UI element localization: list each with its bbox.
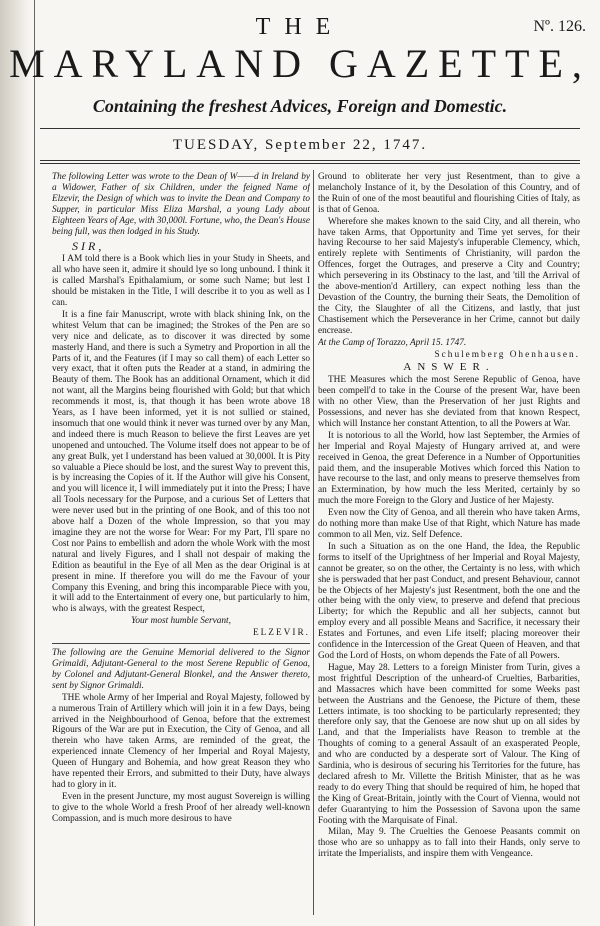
letter-closing: Your most humble Servant,: [131, 616, 231, 627]
answer-heading: ANSWER.: [403, 361, 495, 374]
answer-paragraph-4: In such a Situation as on the one Hand, the Idea, the Republic forms to itself of the Uprightness of her Imperial and Royal Majesty, cannot be greater, so on the other, the Certainty is no less, with which she is perswaded that her past Conduct, and present Behaviour, cannot be the Objects of her Majesty's just Resentment, both the one and the other being with the only view, to preserve and defend that precious Liberty; for which the Republic and all her subjects, cannot but employ every and all possible Means and Sacrifice, it necessary their Estates and Fortunes, and even Life itself; placing moreover their confidence in the Intercession of the Great Queen of Heaven, and that God the Lord of Hosts, on whom depends the Fate of all Powers.: [318, 541, 580, 661]
article-separator: [52, 643, 310, 644]
memorial-intro: The following are the Genuine Memorial delivered to the Signor Grimaldi, Adjutant-General to the most Serene Republic of Genoa, by Colonel and Adjutant-General Blonkel, and the Answer thereto, sent by Signor Grimaldi.: [52, 648, 310, 691]
letter-signature: ELZEVIR.: [252, 628, 310, 639]
hague-news: Hague, May 28. Letters to a foreign Minister from Turin, gives a most frightful Description of the unheard-of Cruelties, Barbarities, and Massacres which have been committed for some Weeks past between the Austrians and the Genoese, the Picture of them, these Letters intimate, is too shocking to be particularly represented; they therefore only say, that the Genoese are now shut up on all sides by Land, and that the Imperialists have Reason to tremble at the Thoughts of coming to a general Assault of an exasperated People, and who are conducted by a desperate sort of Valour. The King of Sardinia, who is desirous of securing his Territories for the future, has declared afresh to Mr. Villette the British Minister, that as he was ready to do every Thing that should be required of him, he hoped that the King of Great-Britain, jointly with the Court of Vienna, would not defer Guarantying to him the Possession of Savona upon the same Footing with the Marquisate of Final.: [318, 662, 580, 826]
answer-paragraph-1: THE Measures which the most Serene Republic of Genoa, have been compell'd to take in the Course of the present War, have been with no other View, than the Preservation of her just Rights and Possessions, and never has she deviated from that known Respect, which will Instance her constant Attention, to all the Powers at War.: [318, 375, 580, 429]
letter-salutation: SIR,: [72, 239, 105, 254]
column-divider: [313, 170, 314, 915]
camp-signature: Schulemberg Ohenhausen.: [434, 349, 580, 360]
right-column: [318, 172, 580, 920]
memorial-continued-1: Ground to obliterate her very just Resentment, than to give a melancholy Instance of it, by the Desolation of this Country, and of the Ruin of one of the most beautiful and flourishing Cities of Italy, as is that of Genoa.: [318, 172, 580, 215]
header-rule-double: [40, 163, 580, 164]
memorial-paragraph-2: Even in the present Juncture, my most august Sovereign is willing to give to the whole World a fresh Proof of her already well-known Compassion, and is much more desirous to have: [52, 791, 310, 824]
masthead-subtitle: Containing the freshest Advices, Foreign and Domestic.: [92, 96, 508, 116]
memorial-continued-2: Wherefore she makes known to the said City, and all therein, who have taken Arms, that Opportunity and Time yet serves, for their having Recourse to her said Majesty's infuperable Clemency, which, entirely replete with Sentiments of Christianity, will pardon the Offences, forget the Outrages, and preserve a City and Country; which persevering in its Obstinacy to the last, and 'till the Arrival of the above-mention'd Artillery, can expect nothing less than the Devastion of the Country, the burning their Seats, the Demolition of the City, the Slaughter of all the Citizens, and lastly, that just Chastisement which the Perseverance in her Crime, cannot but daily encrease.: [318, 216, 580, 336]
answer-paragraph-2: It is notorious to all the World, how last September, the Armies of her Imperial and Royal Majesty of Hungary arrived at, and were received in Genoa, the great Deference in a Number of Opportunities paid them, and the insuperable Motives which forced this Nation to have recourse to the last, and only means to preserve themselves from an Extermination, by how much the less Merited, certainly by so much the more Foreign to the Glory and Justice of her Majesty.: [318, 430, 580, 507]
letter-intro: The following Letter was wrote to the Dean of W——d in Ireland by a Widower, Father of six Children, under the feigned Name of Elzevir, the Design of which was to invite the Dean and Company to Supper, in particular Miss Eliza Marshal, a young Lady about Eighteen Years of Age, with 30,000l. Fortune, who, the Dean's House being full, was then lodged in his Study.: [52, 172, 310, 237]
letter-paragraph-2: It is a fine fair Manuscript, wrote with black shining Ink, on the whitest Velum that can be imagined; the Strokes of the Pen are so very nice and delicate, as to discover it was directed by some masterly Hand, and there is such a Symetry and Proportion in all the Parts of it, and the Features (if I may so call them) of each Letter so very exact, that it often puts the Reader at a stand, in admiring the Beauty of them. The Book has an additional Ornament, which it did not want, all the Margins being flourished with Gold; but that which recommends it most, is, that though it has been wrote above 18 Years, as I have been informed, yet it is not sullied or stained, insomuch that one would think it never was turned over by any Man, and indeed there is much Reason to believe the first Leaves are yet unopened and untouched. The Volume itself does not appear to be of any great Bulk, yet I understand has been valued at 30,000l. It is Pity so valuable a Piece should be lost, and the surest Way to prevent this, is by increasing the Copies of it. If the Author will give his Consent, and you will licence it, I will immediately put it into the Press; I have all Tools necessary for the Purpose, and a curious Set of Letters that were never used but in the printing of one Book, and of this too not above half a Dozen of the whole Impression, so that you may imagine they are not the worse for Wear: For my Part, I'll spare no Cost nor Pains to embellish and adorn the whole Work with the most natural and lively Figures, and I shall not despair of making the Edition as beautiful in the Eye of all Men as the dear Original is at present in mine. If therefore you will do me the Favour of your Company this Evening, and bring this incomparable Piece with you, it will add to the Entertainment of every one, but particularly to him, who is always, with the greatest Respect,: [52, 309, 310, 615]
masthead-title: MARYLAND GAZETTE,: [9, 41, 591, 86]
memorial-paragraph-1: THE whole Army of her Imperial and Royal Majesty, followed by a numerous Train of Artillery which will join it in a few Days, being arrived in the Neighbourhood of Genoa, before that the extremest Rigours of the War are put in Execution, the City of Genoa, and all therein who have taken Arms, are reminded of the great, the experienced innate Clemency of her Imperial and Royal Majesty, Queen of Hungary and Bohemia, and how great Reason they who have repented their Errors, and submitted to their Duty, have always had to glory in it.: [52, 692, 310, 790]
camp-dateline: At the Camp of Torazzo, April 15. 1747.: [318, 337, 467, 348]
header-rule-top: [40, 128, 580, 129]
answer-paragraph-3: Even now the City of Genoa, and all therein who have taken Arms, do nothing more than make Use of that Right, which Nature has made common to all Men, viz. Self Defence.: [318, 508, 580, 540]
dateline: TUESDAY, September 22, 1747.: [172, 137, 428, 153]
masthead-the: THE: [255, 14, 345, 40]
header-rule-bottom: [40, 160, 580, 161]
left-column: [52, 172, 310, 920]
milan-news: Milan, May 9. The Cruelties the Genoese Peasants commit on those who are so unhappy as to fall into their Hands, only serve to irritate the Imperialists, and inspire them with Vengeance.: [318, 827, 580, 860]
issue-number: Nº. 126.: [533, 18, 586, 35]
letter-paragraph-1: I AM told there is a Book which lies in your Study in Sheets, and all who have seen it, admire it should lye so long unbound. I think it is called Marshal's Epithalamium, or some such Name; but lest I should be mistaken in the Title, I will describe it to you as well as I can.: [52, 254, 310, 308]
